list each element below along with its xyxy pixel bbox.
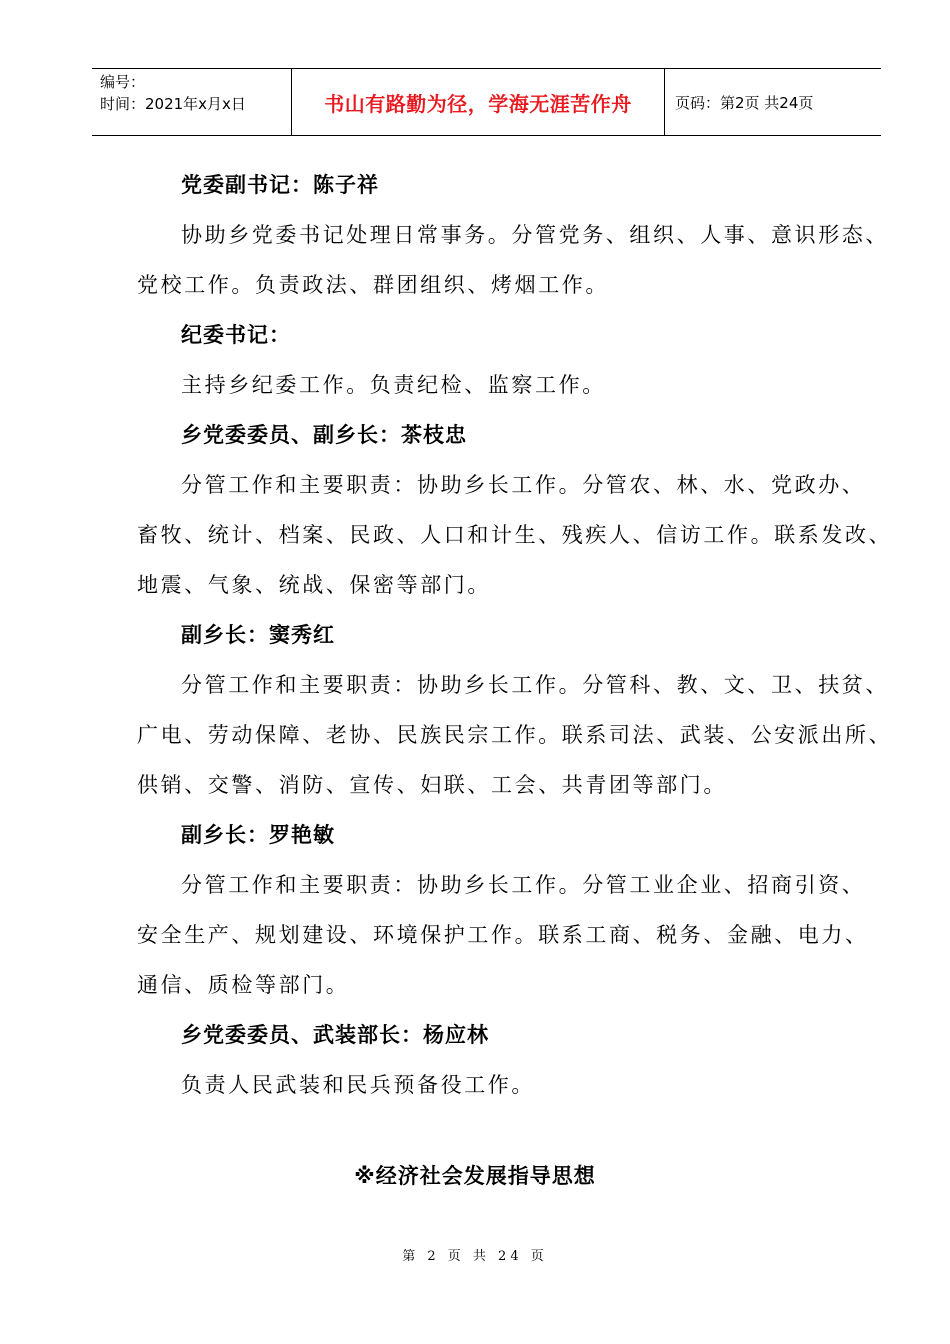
paragraph-line: 通信、质检等部门。	[137, 973, 350, 997]
paragraph-line: 分管工作和主要职责：协助乡长工作。分管科、教、文、卫、扶贫、	[181, 673, 889, 697]
paragraph-line: 协助乡党委书记处理日常事务。分管党务、组织、人事、意识形态、	[181, 223, 889, 247]
document-time-label: 时间：2021年x月x日	[100, 95, 246, 113]
role-heading: 纪委书记：	[181, 323, 291, 347]
paragraph-line: 广电、劳动保障、老协、民族民宗工作。联系司法、武装、公安派出所、	[137, 723, 893, 747]
header-motto: 书山有路勤为径，学海无涯苦作舟	[292, 69, 665, 135]
page-header	[92, 68, 881, 136]
paragraph-line: 分管工作和主要职责：协助乡长工作。分管农、林、水、党政办、	[181, 473, 866, 497]
role-heading: 乡党委委员、副乡长：茶枝忠	[181, 423, 467, 447]
paragraph-line: 分管工作和主要职责：协助乡长工作。分管工业企业、招商引资、	[181, 873, 866, 897]
document-body	[137, 160, 893, 1110]
page-footer: 第 2 页 共 24 页	[402, 1249, 548, 1264]
role-heading: 副乡长：罗艳敏	[181, 823, 335, 847]
header-page-info: 页码：第2页 共24页	[675, 93, 814, 112]
role-heading: 乡党委委员、武装部长：杨应林	[181, 1023, 489, 1047]
role-heading: 副乡长：窦秀红	[181, 623, 335, 647]
paragraph-line: 党校工作。负责政法、群团组织、烤烟工作。	[137, 273, 609, 297]
role-heading: 党委副书记：陈子祥	[181, 173, 379, 197]
document-number-label: 编号：	[100, 73, 146, 91]
section-title: ※经济社会发展指导思想	[354, 1164, 596, 1188]
header-meta	[92, 69, 292, 135]
paragraph-line: 安全生产、规划建设、环境保护工作。联系工商、税务、金融、电力、	[137, 923, 869, 947]
paragraph-line: 负责人民武装和民兵预备役工作。	[181, 1073, 535, 1097]
paragraph-line: 供销、交警、消防、宣传、妇联、工会、共青团等部门。	[137, 773, 727, 797]
paragraph-line: 畜牧、统计、档案、民政、人口和计生、残疾人、信访工作。联系发改、	[137, 523, 893, 547]
paragraph-line: 主持乡纪委工作。负责纪检、监察工作。	[181, 373, 606, 397]
paragraph-line: 地震、气象、统战、保密等部门。	[137, 573, 491, 597]
